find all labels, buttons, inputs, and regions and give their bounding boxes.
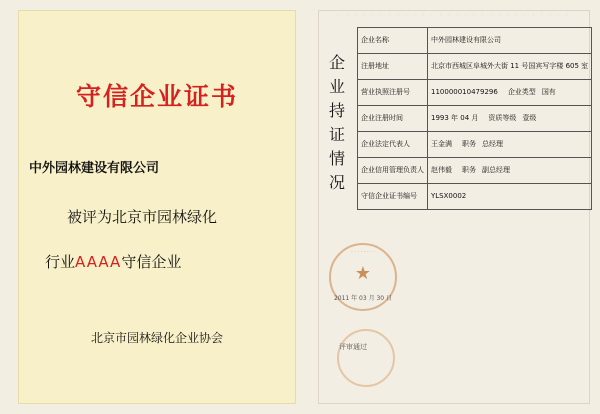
issuing-association: 北京市园林绿化企业协会 <box>90 331 223 345</box>
table-row <box>358 54 592 80</box>
vertical-title-char: 业 <box>328 77 345 96</box>
award-line-2-prefix: 行业 <box>45 253 76 271</box>
vertical-title-char: 况 <box>328 173 345 192</box>
vertical-section-title <box>327 51 347 195</box>
certificate-info-table <box>357 27 592 210</box>
award-line-2-suffix: 守信企业 <box>121 253 182 271</box>
vertical-title-char: 持 <box>328 101 345 120</box>
vertical-title-char: 证 <box>328 125 345 144</box>
table-row <box>358 28 592 54</box>
award-line-2 <box>45 251 181 272</box>
company-name: 中外园林建设有限公司 <box>29 161 160 176</box>
vertical-title-char: 企 <box>328 53 345 72</box>
table-row <box>358 132 592 158</box>
seal-star-icon: ★ <box>354 263 372 284</box>
reg-time-label: 企业注册时间 <box>358 106 428 132</box>
cert-no-label: 守信企业证书编号 <box>358 184 428 210</box>
seal-date: 2011 年 03 月 30 日 <box>333 295 393 302</box>
grade-label: 资质等级 <box>488 113 517 122</box>
legal-value: 王金满 <box>431 139 452 148</box>
audit-seal <box>337 329 395 387</box>
official-seal <box>329 243 397 311</box>
type-value: 国有 <box>541 87 556 96</box>
license-label: 营业执照注册号 <box>358 80 428 106</box>
table-row <box>358 158 592 184</box>
certificate-right-page <box>318 10 590 404</box>
reg-time-value: 1993 年 04 月 <box>431 113 479 122</box>
cert-no-value: YLSX0002 <box>428 184 592 210</box>
table-row <box>358 106 592 132</box>
license-cell <box>428 80 592 106</box>
name-value: 中外园林建设有限公司 <box>428 28 592 54</box>
certificate-left-page <box>18 10 296 404</box>
table-row <box>358 184 592 210</box>
legal-cell <box>428 132 592 158</box>
certificate-title: 守信企业证书 <box>75 82 238 111</box>
name-label: 企业名称 <box>358 28 428 54</box>
legal-label: 企业法定代表人 <box>358 132 428 158</box>
type-label: 企业类型 <box>507 87 536 96</box>
table-row <box>358 80 592 106</box>
credit-cell <box>428 158 592 184</box>
legal-role-value: 总经理 <box>482 139 503 148</box>
credit-role-value: 副总经理 <box>482 165 510 174</box>
legal-role-label: 职务 <box>462 139 476 148</box>
credit-label: 企业信用管理负责人 <box>358 158 428 184</box>
seal-ring-text: · · · · · · · · <box>351 249 375 255</box>
grade-value: 壹级 <box>522 113 537 122</box>
award-line-1: 被评为北京市园林绿化 <box>67 208 218 226</box>
watermark-pattern: · · · · · · · · · · · · · · · · · · · · · · · · · · · · <box>337 11 571 19</box>
license-value: 110000010479296 <box>431 87 498 96</box>
aaaa-rating: AAAA <box>75 253 122 271</box>
vertical-title-char: 情 <box>328 149 345 168</box>
reg-time-cell <box>428 106 592 132</box>
address-value: 北京市西城区阜城外大街 11 号国宾写字楼 605 室 <box>428 54 592 80</box>
credit-value: 赵伟毅 <box>431 165 452 174</box>
audit-text: 评审通过 <box>339 343 367 351</box>
credit-role-label: 职务 <box>462 165 476 174</box>
address-label: 注册地址 <box>358 54 428 80</box>
